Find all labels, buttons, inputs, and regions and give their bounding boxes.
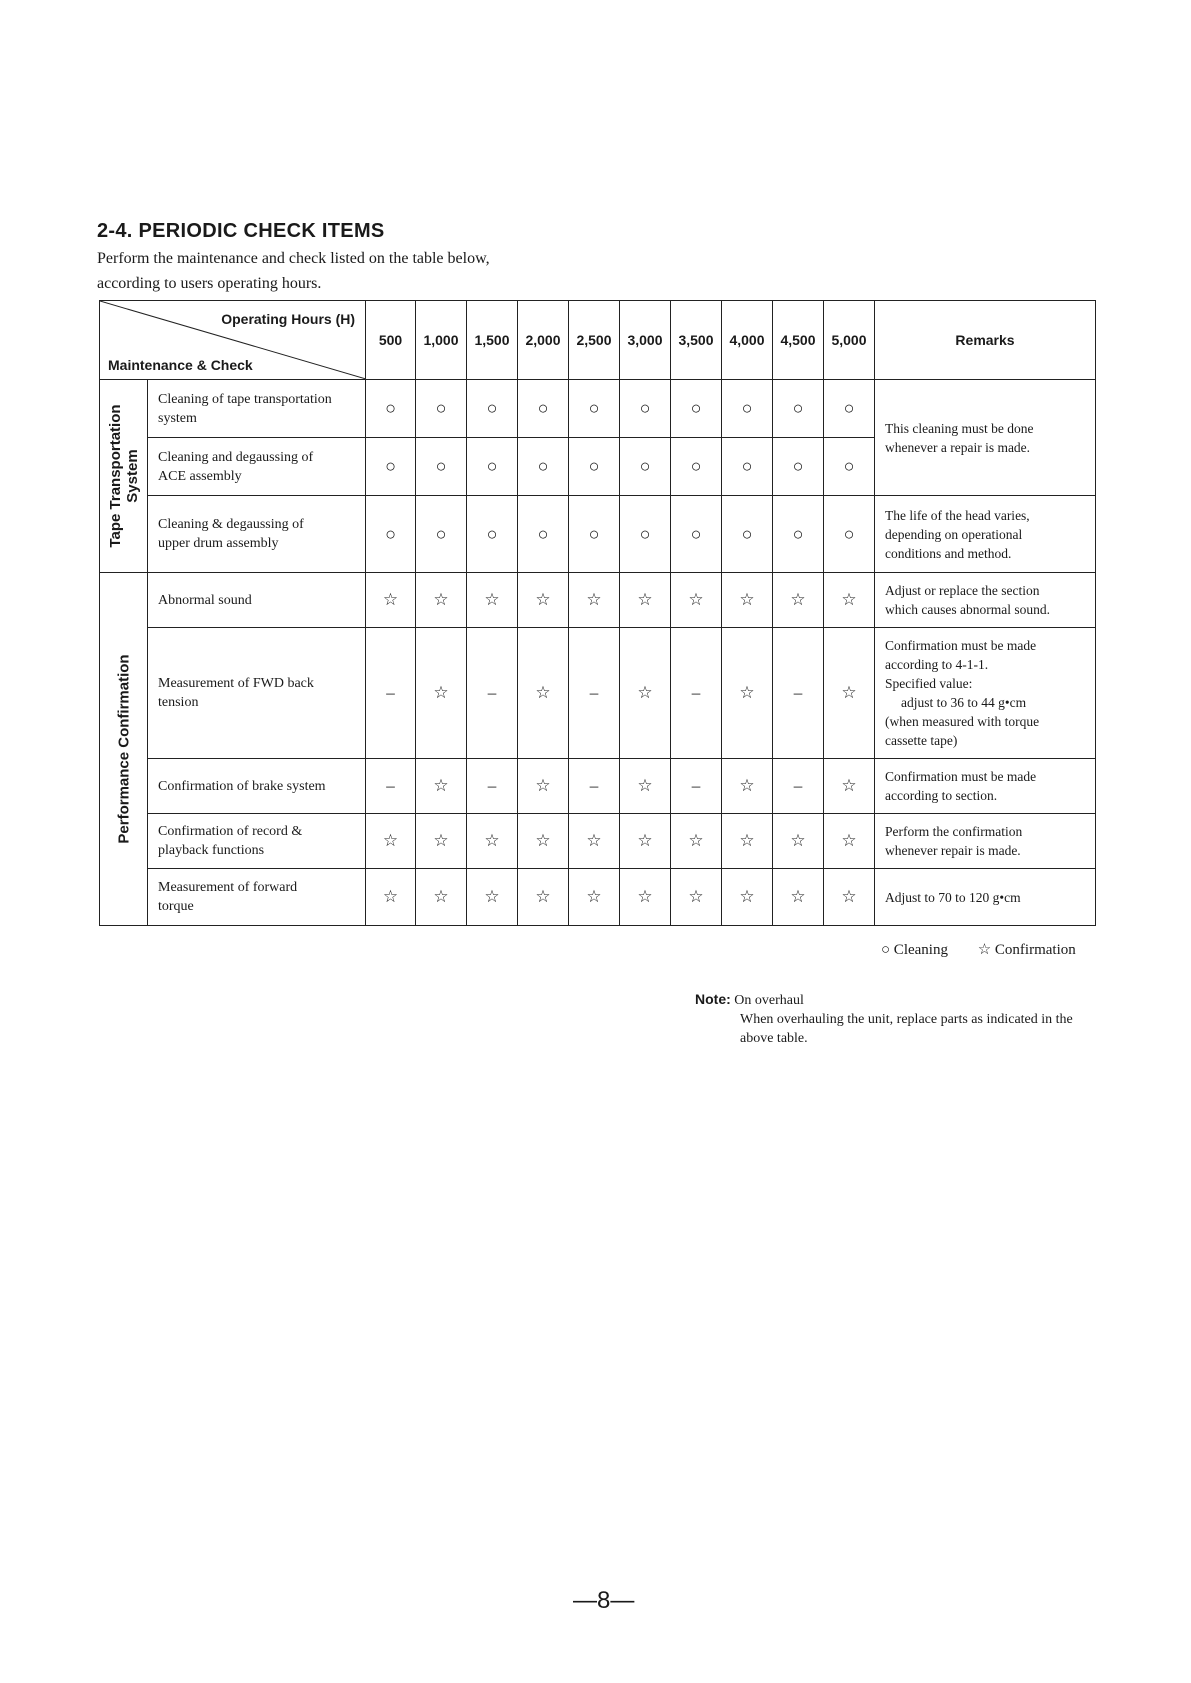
check-mark: ☆ [773,814,824,869]
check-mark: – [773,628,824,759]
check-mark: ○ [671,496,722,573]
check-mark: ☆ [824,759,875,814]
check-mark: ☆ [518,869,569,926]
remarks-header: Remarks [875,301,1096,380]
check-mark: ○ [773,438,824,496]
legend-confirmation: ☆ Confirmation [977,942,1076,958]
group-label-line-1: Tape Transportation [106,404,124,548]
check-item: Measurement of forward torque [148,869,366,926]
hours-header: 3,000 [620,301,671,380]
table-row [100,869,1096,926]
check-mark: ○ [722,380,773,438]
check-mark: ☆ [366,869,416,926]
legend-cleaning: ○ Cleaning [881,942,948,958]
operating-hours-label: Operating Hours (H) [221,311,355,327]
page-number: —8— [573,1587,635,1614]
table-row [100,628,1096,759]
check-mark: ○ [620,380,671,438]
header-diagonal-cell [100,301,366,380]
remarks-cell: Adjust to 70 to 120 g•cm [875,869,1096,926]
table-header-row [100,301,1096,380]
check-mark: – [467,759,518,814]
check-mark: ☆ [416,628,467,759]
check-item: Cleaning & degaussing of upper drum assembly [148,496,366,573]
check-mark: ☆ [467,814,518,869]
check-mark: ☆ [671,814,722,869]
remarks-cell: Confirmation must be made according to section. [875,759,1096,814]
check-mark: ○ [467,438,518,496]
check-mark: ☆ [773,573,824,628]
hours-header: 4,000 [722,301,773,380]
check-mark: ☆ [467,869,518,926]
check-mark: ☆ [671,869,722,926]
intro-line-1: Perform the maintenance and check listed on the table below, [97,250,490,267]
check-mark: ☆ [416,573,467,628]
hours-header: 1,500 [467,301,518,380]
check-mark: ☆ [722,869,773,926]
check-mark: ○ [620,496,671,573]
check-mark: ☆ [620,628,671,759]
check-mark: ☆ [722,759,773,814]
check-mark: ☆ [467,573,518,628]
check-mark: ○ [416,380,467,438]
check-mark: ☆ [366,814,416,869]
check-mark: ○ [366,438,416,496]
remarks-cell: Adjust or replace the section which causes abnormal sound. [875,573,1096,628]
check-mark: ○ [671,380,722,438]
check-mark: ☆ [366,573,416,628]
note-first-line: On overhaul [734,993,804,1008]
check-mark: ☆ [416,869,467,926]
check-mark: ☆ [569,869,620,926]
check-mark: ○ [620,438,671,496]
check-mark: ☆ [824,573,875,628]
hours-header: 500 [366,301,416,380]
check-mark: ○ [722,438,773,496]
hours-header: 5,000 [824,301,875,380]
check-mark: ☆ [620,814,671,869]
check-mark: ○ [824,438,875,496]
check-mark: ☆ [518,814,569,869]
check-mark: ☆ [416,814,467,869]
check-mark: ○ [824,496,875,573]
section-title: PERIODIC CHECK ITEMS [138,220,385,242]
note-label: Note: [695,991,731,1007]
note [695,990,1095,1048]
check-item: Abnormal sound [148,573,366,628]
check-mark: ☆ [671,573,722,628]
check-mark: ○ [416,438,467,496]
group-tape-transportation [100,380,148,573]
check-item: Cleaning and degaussing of ACE assembly [148,438,366,496]
table-row [100,496,1096,573]
check-mark: ☆ [518,759,569,814]
periodic-check-table [99,300,1096,926]
check-mark: ☆ [824,628,875,759]
hours-header: 4,500 [773,301,824,380]
check-mark: ☆ [722,814,773,869]
check-mark: ☆ [518,573,569,628]
hours-header: 2,000 [518,301,569,380]
group-label-line-1: Performance Confirmation [115,654,132,844]
check-item: Cleaning of tape transportation system [148,380,366,438]
check-mark: ☆ [518,628,569,759]
group-label-line-2: System [123,449,141,503]
hours-header: 1,000 [416,301,467,380]
check-mark: ○ [366,380,416,438]
remarks-cell: Confirmation must be made according to 4-1-1. Specified value: adjust to 36 to 44 g•cm (when measured with torque cassette tape) [875,628,1096,759]
check-mark: ○ [722,496,773,573]
check-mark: ☆ [416,759,467,814]
remarks-cell: This cleaning must be done whenever a repair is made. [875,380,1096,496]
check-mark: ☆ [569,573,620,628]
check-mark: ○ [824,380,875,438]
check-mark: ○ [518,496,569,573]
check-mark: ☆ [620,759,671,814]
check-item: Measurement of FWD back tension [148,628,366,759]
check-mark: ○ [467,496,518,573]
check-mark: ☆ [620,869,671,926]
check-mark: ☆ [824,814,875,869]
remarks-cell: Perform the confirmation whenever repair is made. [875,814,1096,869]
check-mark: – [671,759,722,814]
check-mark: – [366,759,416,814]
check-item: Confirmation of brake system [148,759,366,814]
check-mark: ○ [416,496,467,573]
check-mark: ☆ [620,573,671,628]
check-mark: ○ [773,496,824,573]
check-mark: ☆ [773,869,824,926]
check-mark: – [569,628,620,759]
check-mark: ○ [518,380,569,438]
note-body: When overhauling the unit, replace parts as indicated in the above table. [740,1012,1073,1046]
maintenance-check-label: Maintenance & Check [108,357,253,373]
check-mark: ○ [467,380,518,438]
table-row [100,759,1096,814]
section-heading [97,220,385,243]
check-mark: ○ [569,380,620,438]
check-item: Confirmation of record & playback functions [148,814,366,869]
check-mark: – [467,628,518,759]
legend [881,940,1076,959]
check-mark: – [569,759,620,814]
check-mark: ○ [518,438,569,496]
intro-text [97,246,617,296]
check-mark: – [773,759,824,814]
hours-header: 2,500 [569,301,620,380]
check-mark: – [366,628,416,759]
check-mark: ☆ [824,869,875,926]
check-mark: ○ [569,438,620,496]
check-mark: ○ [671,438,722,496]
check-mark: ○ [366,496,416,573]
check-mark: ○ [569,496,620,573]
table-row [100,814,1096,869]
table-row [100,573,1096,628]
section-number: 2-4. [97,220,133,242]
hours-header: 3,500 [671,301,722,380]
check-mark: – [671,628,722,759]
check-mark: ☆ [722,628,773,759]
intro-line-2: according to users operating hours. [97,275,322,292]
remarks-cell: The life of the head varies, depending on operational conditions and method. [875,496,1096,573]
check-mark: ☆ [569,814,620,869]
check-mark: ☆ [722,573,773,628]
check-mark: ○ [773,380,824,438]
group-performance-confirmation [100,573,148,926]
table-row [100,380,1096,438]
